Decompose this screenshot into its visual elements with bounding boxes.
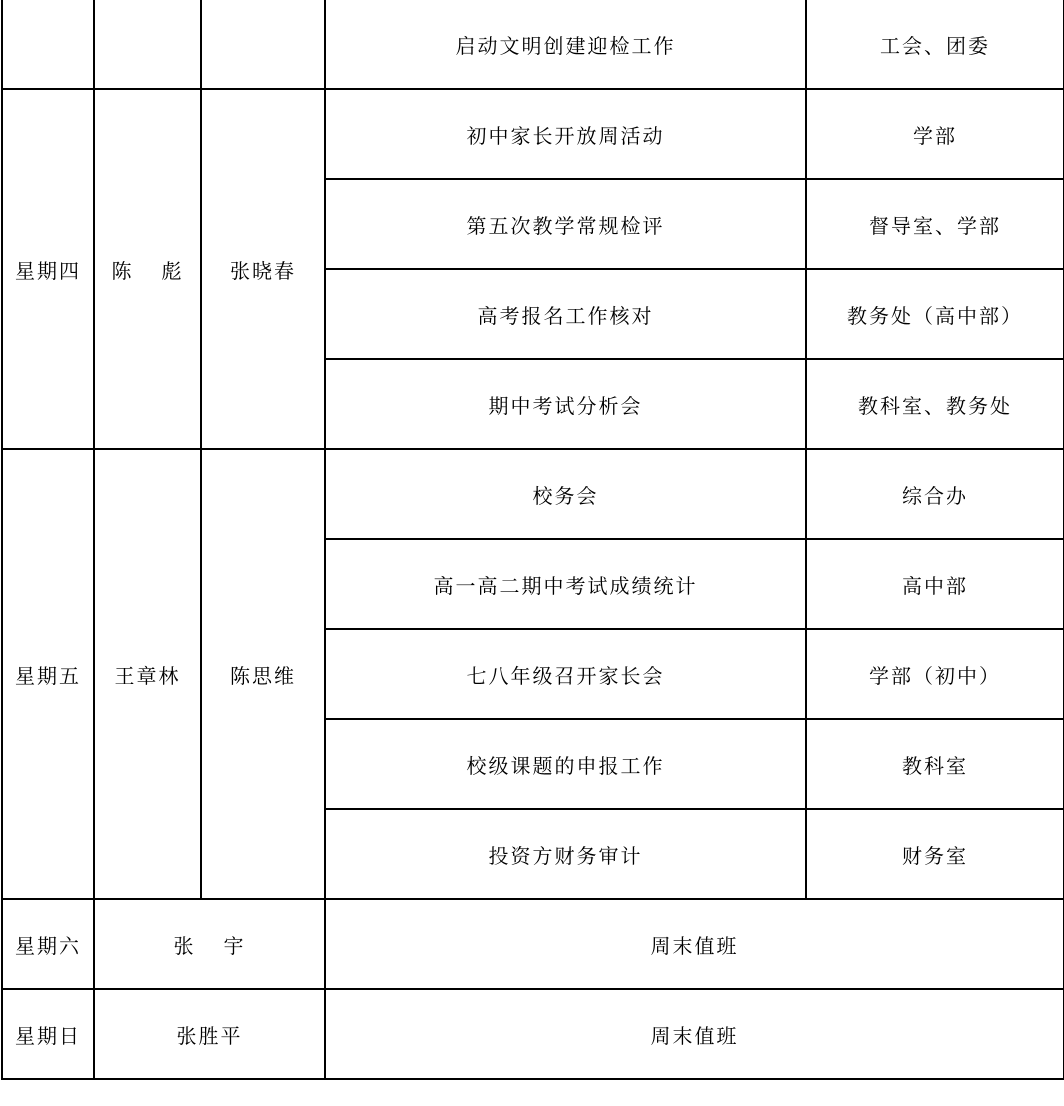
event-cell: 初中家长开放周活动 bbox=[325, 89, 806, 179]
duty-name-part: 宇 bbox=[223, 933, 246, 958]
leader-cell bbox=[94, 89, 201, 449]
leader-name-part: 陈 bbox=[111, 258, 134, 283]
dept-cell: 财务室 bbox=[806, 809, 1064, 899]
day-cell: 星期六 bbox=[2, 899, 94, 989]
day-cell: 星期五 bbox=[2, 449, 94, 899]
dept-cell: 督导室、学部 bbox=[806, 179, 1064, 269]
duty-cell: 陈思维 bbox=[201, 449, 325, 899]
table-row bbox=[2, 89, 1064, 179]
event-cell: 周末值班 bbox=[325, 899, 1064, 989]
schedule-table bbox=[1, 0, 1064, 1080]
event-cell: 七八年级召开家长会 bbox=[325, 629, 806, 719]
leader-cell: 王章林 bbox=[94, 449, 201, 899]
day-cell: 星期四 bbox=[2, 89, 94, 449]
dept-cell: 教务处（高中部） bbox=[806, 269, 1064, 359]
event-cell: 校级课题的申报工作 bbox=[325, 719, 806, 809]
leader-cell bbox=[94, 0, 201, 89]
table-row bbox=[2, 0, 1064, 89]
dept-cell: 教科室 bbox=[806, 719, 1064, 809]
dept-cell: 学部 bbox=[806, 89, 1064, 179]
event-cell: 期中考试分析会 bbox=[325, 359, 806, 449]
duty-name-part: 张 bbox=[173, 933, 196, 958]
event-cell: 投资方财务审计 bbox=[325, 809, 806, 899]
dept-cell: 综合办 bbox=[806, 449, 1064, 539]
event-cell: 高一高二期中考试成绩统计 bbox=[325, 539, 806, 629]
duty-cell: 张胜平 bbox=[94, 989, 325, 1079]
dept-cell: 教科室、教务处 bbox=[806, 359, 1064, 449]
event-cell: 校务会 bbox=[325, 449, 806, 539]
event-cell: 第五次教学常规检评 bbox=[325, 179, 806, 269]
dept-cell: 工会、团委 bbox=[806, 0, 1064, 89]
duty-cell bbox=[201, 0, 325, 89]
day-cell bbox=[2, 0, 94, 89]
dept-cell: 高中部 bbox=[806, 539, 1064, 629]
day-cell: 星期日 bbox=[2, 989, 94, 1079]
table-row bbox=[2, 989, 1064, 1079]
event-cell: 高考报名工作核对 bbox=[325, 269, 806, 359]
duty-cell: 张晓春 bbox=[201, 89, 325, 449]
table-row bbox=[2, 449, 1064, 539]
event-cell: 周末值班 bbox=[325, 989, 1064, 1079]
event-cell: 启动文明创建迎检工作 bbox=[325, 0, 806, 89]
leader-name-part: 彪 bbox=[161, 258, 184, 283]
dept-cell: 学部（初中） bbox=[806, 629, 1064, 719]
table-row bbox=[2, 899, 1064, 989]
duty-cell bbox=[94, 899, 325, 989]
